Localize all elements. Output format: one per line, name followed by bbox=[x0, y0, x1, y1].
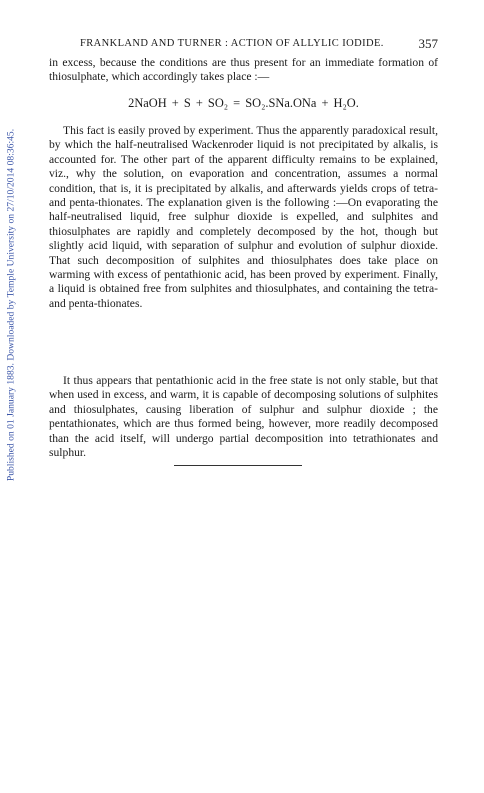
running-title: FRANKLAND AND TURNER : ACTION OF ALLYLIC IODIDE. bbox=[80, 38, 384, 49]
paragraph-continuation: in excess, because the conditions are thus present for an immediate formation of thiosulphate, which accordingly takes place :— bbox=[49, 56, 438, 84]
paragraph-conclusion: It thus appears that pentathionic acid in the free state is not only stable, but that when used in excess, and warm, it is capable of decomposing solutions of sulphites and thiosulphates, causing liberation of sulphur and sulphur dioxide ; the pentathionates, which are thus formed being, however, more readily decomposed than the acid itself, will undergo partial decomposition into tetrathionates and sulphur. bbox=[49, 374, 438, 460]
section-end-rule bbox=[174, 465, 302, 466]
download-notice-text: Published on 01 January 1883. Downloaded by Temple University on 27/10/2014 08:36:45. bbox=[5, 128, 17, 482]
paragraph-explanation: This fact is easily proved by experiment. Thus the apparently paradoxical result, by which the half-neutralised Wackenroder liquid is not precipitated by alkalis, is accounted for. The other part of the apparent difficulty remains to be explained, viz., why the solution, on evaporation and concentration, assumes a normal condition, that is, it is precipitated by alkalis, and afterwards yields crops of tetra- and penta-thionates. The explanation given is the following :—On evaporating the half-neutralised liquid, free sulphur dioxide is expelled, and sulphites and thiosulphates are rapidly and completely decomposed by the hot, though but slightly acid liquid, with separation of sulphur and evolution of sulphur dioxide. That such decomposition of sulphites and thiosulphates does take place on warming with excess of pentathionic acid, has been proved by experiment. Finally, a liquid is obtained free from sulphites and thiosulphates, and containing the tetra- and penta-thionates. bbox=[49, 124, 438, 310]
page-number: 357 bbox=[418, 36, 438, 51]
download-notice-sidebar bbox=[4, 95, 18, 515]
chemical-equation: 2NaOH + S + SO₂ = SO₂.SNa.ONa + H₂O. bbox=[128, 96, 359, 110]
running-header bbox=[70, 38, 438, 52]
